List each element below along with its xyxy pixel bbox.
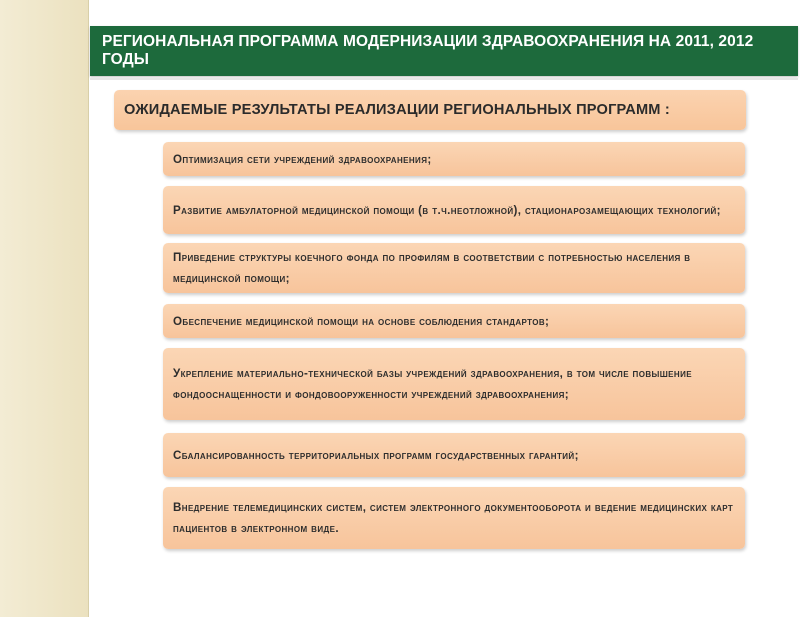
result-item: [163, 348, 745, 420]
result-item-text: Обеспечение медицинской помощи на основе соблюдения стандартов;: [173, 314, 550, 328]
result-item-text: Развитие амбулаторной медицинской помощи (в т.ч.неотложной), стационарозамещающих технологий;: [173, 203, 721, 217]
title-divider: [90, 78, 798, 80]
result-item: [163, 433, 745, 477]
result-item-text: Оптимизация сети учреждений здравоохранения;: [173, 152, 432, 166]
section-heading-text: ОЖИДАЕМЫЕ РЕЗУЛЬТАТЫ РЕАЛИЗАЦИИ РЕГИОНАЛЬНЫХ ПРОГРАММ :: [124, 102, 670, 118]
result-item: [163, 487, 745, 549]
slide-title-bar: [90, 26, 798, 76]
result-item-text: Укрепление материально-технической базы учреждений здравоохранения, в том числе повышение фондооснащенности и фондовооруженности учреждений здравоохранения;: [173, 367, 692, 401]
result-item-text: Приведение структуры коечного фонда по профилям в соответствии с потребностью населения в медицинской помощи;: [173, 251, 691, 285]
result-item-text: Сбалансированность территориальных программ государственных гарантий;: [173, 448, 579, 462]
result-item: [163, 243, 745, 293]
left-decorative-strip: [0, 0, 89, 617]
result-item: [163, 304, 745, 338]
result-item: [163, 186, 745, 234]
result-item-text: Внедрение телемедицинских систем, систем электронного документооборота и ведение медицинских карт пациентов в электронном виде.: [173, 501, 734, 535]
result-item: [163, 142, 745, 176]
section-heading-box: [114, 90, 746, 130]
slide-title: РЕГИОНАЛЬНАЯ ПРОГРАММА МОДЕРНИЗАЦИИ ЗДРАВООХРАНЕНИЯ НА 2011, 2012 ГОДЫ: [102, 33, 754, 68]
